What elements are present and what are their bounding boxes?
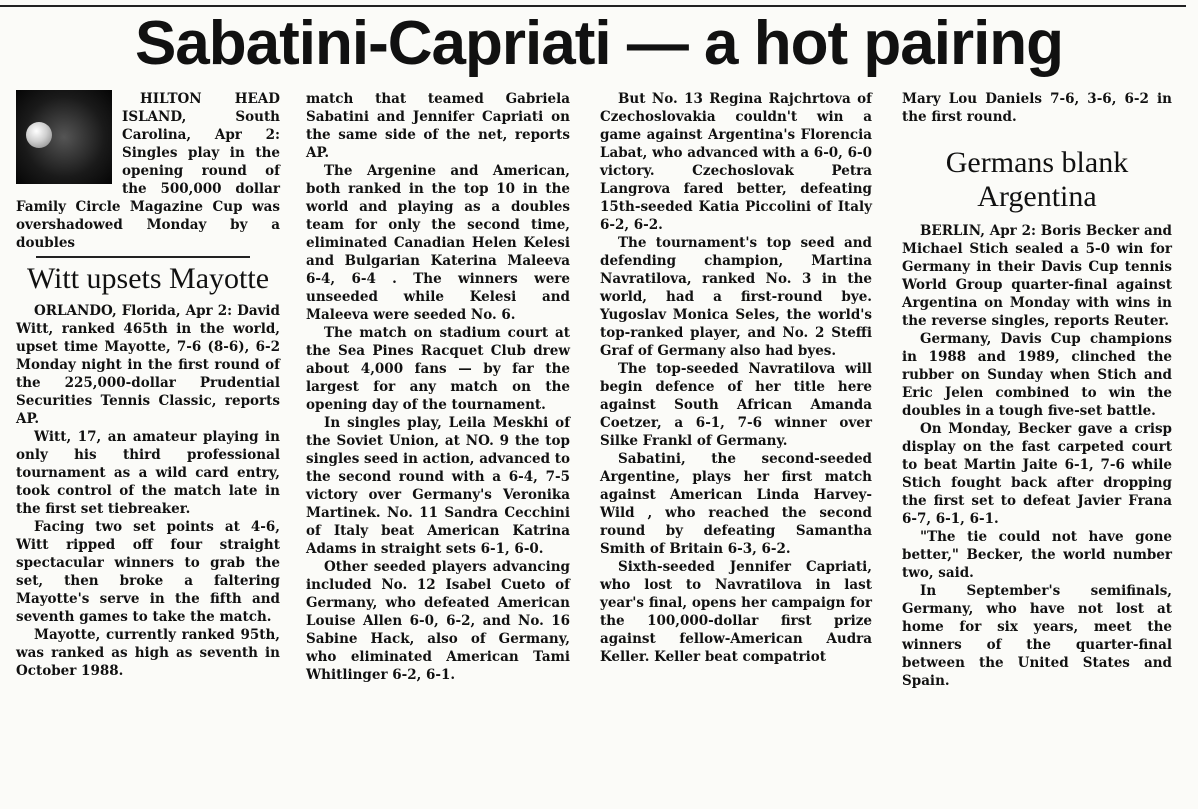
photo-block (16, 90, 280, 252)
section-divider (36, 256, 250, 258)
paragraph: In singles play, Leila Meskhi of the Soviet Union, at NO. 9 the top singles seed in action, advanced to the second round with a 6-4, 7-5 victory over Germany's Veronika Martinek. No. 11 Sandra Cecchini of Italy beat American Katrina Adams in straight sets 6-1, 6-0. (306, 415, 570, 557)
paragraph: Sixth-seeded Jennifer Capriati, who lost to Navratilova in last year's final, opens her campaign for the 100,000-dollar first prize against fellow-American Audra Keller. Keller beat compatriot (600, 559, 872, 665)
paragraph: Mary Lou Daniels 7-6, 3-6, 6-2 in the first round. (902, 91, 1172, 125)
headline: Sabatini-Capriati — a hot pairing (134, 9, 1064, 78)
column-2 (306, 90, 570, 684)
paragraph: Mayotte, currently ranked 95th, was ranked as high as seventh in October 1988. (16, 627, 280, 679)
subhead-germans: Germans blank Argentina (945, 146, 1129, 213)
top-rule (0, 5, 1186, 7)
column-4 (902, 90, 1172, 690)
paragraph: The Argenine and American, both ranked in the top 10 in the world and playing as a doubles team for only the second time, eliminated Canadian Helen Kelesi and Bulgarian Katerina Maleeva 6-4, 6-4 . The winners were unseeded while Kelesi and Maleeva were seeded No. 6. (306, 163, 570, 323)
paragraph: The tournament's top seed and defending champion, Martina Navratilova, ranked No. 3 in the world, had a first-round bye. Yugoslav Monica Seles, the world's top-ranked player, and No. 2 Steffi Graf of Germany also had byes. (600, 235, 872, 359)
column-1 (16, 90, 280, 680)
paragraph: Witt, 17, an amateur playing in only his third professional tournament as a wild card entry, took control of the match late in the first set tiebreaker. (16, 429, 280, 517)
tennis-ball-photo (16, 90, 112, 184)
paragraph: Germany, Davis Cup champions in 1988 and 1989, clinched the rubber on Sunday when Stich and Eric Jelen combined to win the doubles in a tough five-set battle. (902, 331, 1172, 419)
paragraph: Sabatini, the second-seeded Argentine, plays her first match against American Linda Harvey-Wild , who reached the second round by defeating Samantha Smith of Britain 6-3, 6-2. (600, 451, 872, 557)
intro-paragraph: HILTON HEAD ISLAND, South Carolina, Apr 2: Singles play in the opening round of the 500,000 dollar Family Circle Magazine Cup was overshadowed Monday by a doubles (16, 91, 280, 251)
paragraph: Facing two set points at 4-6, Witt ripped off four straight spectacular winners to grab the set, then broke a faltering Mayotte's serve in the fifth and seventh games to take the match. (16, 519, 280, 625)
paragraph: The match on stadium court at the Sea Pines Racquet Club drew about 4,000 fans — by far the largest for any match on the opening day of the tournament. (306, 325, 570, 413)
paragraph: But No. 13 Regina Rajchrtova of Czechoslovakia couldn't win a game against Argentina's Florencia Labat, who advanced with a 6-0, 6-0 victory. Czechoslovak Petra Langrova fared better, defeating 15th-seeded Katia Piccolini of Italy 6-2, 6-2. (600, 91, 872, 233)
subhead-witt: Witt upsets Mayotte (26, 262, 270, 295)
column-3 (600, 90, 872, 666)
paragraph: BERLIN, Apr 2: Boris Becker and Michael Stich sealed a 5-0 win for Germany in their Davis Cup tennis World Group quarter-final against Argentina on Monday with wins in the reverse singles, reports Reuter. (902, 223, 1172, 329)
paragraph: The top-seeded Navratilova will begin defence of her title here against South African Amanda Coetzer, a 6-1, 7-6 winner over Silke Frankl of Germany. (600, 361, 872, 449)
tennis-ball-icon (26, 122, 52, 148)
paragraph: In September's semifinals, Germany, who have not lost at home for six years, meet the winners of the quarter-final between the United States and Spain. (902, 583, 1172, 689)
paragraph: Other seeded players advancing included No. 12 Isabel Cueto of Germany, who defeated American Louise Allen 6-0, 6-2, and No. 16 Sabine Hack, also of Germany, who eliminated American Tami Whitlinger 6-2, 6-1. (306, 559, 570, 683)
paragraph: match that teamed Gabriela Sabatini and Jennifer Capriati on the same side of the net, reports AP. (306, 91, 570, 161)
paragraph: ORLANDO, Florida, Apr 2: David Witt, ranked 465th in the world, upset time Mayotte, 7-6 (8-6), 6-2 Monday night in the first round of the 225,000-dollar Prudential Securities Tennis Classic, reports AP. (16, 303, 280, 427)
paragraph: "The tie could not have gone better," Becker, the world number two, said. (902, 529, 1172, 581)
paragraph: On Monday, Becker gave a crisp display on the fast carpeted court to beat Martin Jaite 6-1, 7-6 while Stich fought back after dropping the first set to defeat Javier Frana 6-7, 6-1, 6-1. (902, 421, 1172, 527)
